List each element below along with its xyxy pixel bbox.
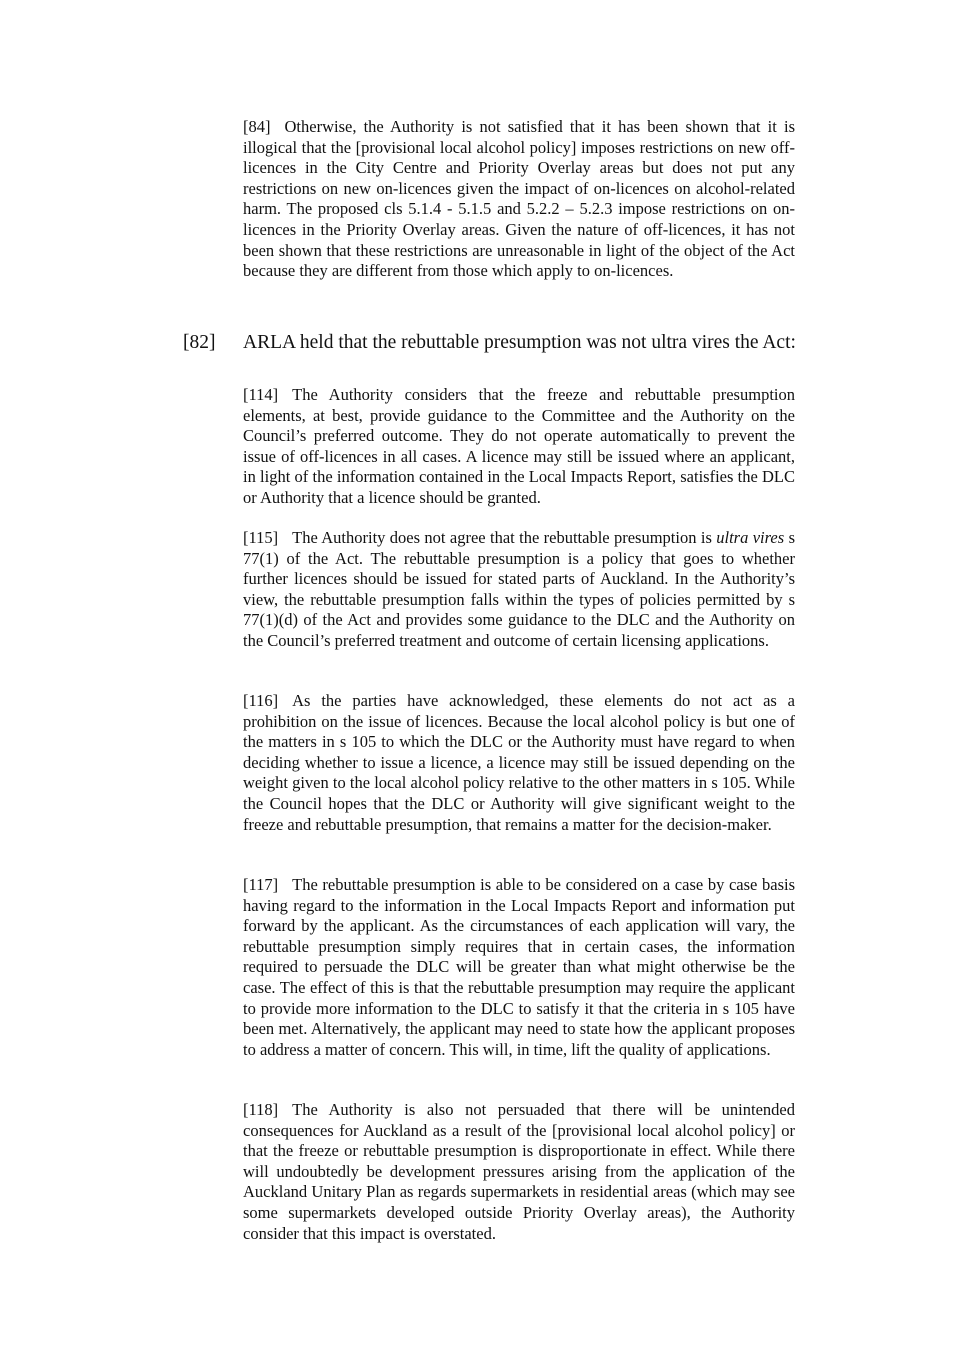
italic-text: ultra vires [716,528,785,547]
paragraph-text [243,528,795,650]
paragraph-number: [84] [243,117,271,136]
paragraph-number: [116] [243,691,279,710]
paragraph-number: [117] [243,875,279,894]
text-after-italic: s 77(1) of the Act. The rebuttable presumption is a policy that goes to whether further licences should be issued for stated parts of Auckland. In the Authority’s view, the rebuttable presumption falls within the types of policies permitted by s 77(1)(d) of the Act and provides some guidance to the DLC and the Authority on the Council’s preferred treatment and outcome of certain licensing applications. [243,528,795,650]
quoted-paragraph-84 [243,117,795,282]
paragraph-number: [114] [243,385,279,404]
paragraph-82 [183,331,803,355]
paragraph-text: The rebuttable presumption is able to be considered on a case by case basis having regard to the information in the Local Impacts Report and information put forward by the applicant. As the circumstances of each application will vary, the rebuttable presumption simply requires that in certain cases, the information required to persuade the DLC will be greater than what might otherwise be the case. The effect of this is that the rebuttable presumption may require the applicant to provide more information to the DLC to satisfy it that the criteria in s 105 have been met. Alternatively, the applicant may need to state how the applicant proposes to address a matter of concern. This will, in time, lift the quality of applications. [243,875,795,1059]
quoted-paragraph-116 [243,691,795,835]
quoted-paragraph-115 [243,528,795,652]
paragraph-text: As the parties have acknowledged, these elements do not act as a prohibition on the issue of licences. Because the local alcohol policy is but one of the matters in s 105 to which the DLC or the Authority must have regard to when deciding whether to issue a licence, a licence may still be issued depending on the weight given to the local alcohol policy relative to the other matters in s 105. While the Council hopes that the DLC or Authority will give significant weight to the freeze and rebuttable presumption, that remains a matter for the decision-maker. [243,691,795,834]
paragraph-text: The Authority considers that the freeze and rebuttable presumption elements, at best, provide guidance to the Committee and the Authority on the Council’s preferred outcome. They do not operate automatically to prevent the issue of off-licences in all cases. A licence may still be issued where an applicant, in light of the information contained in the Local Impacts Report, satisfies the DLC or Authority that a licence should be granted. [243,385,795,507]
quoted-paragraph-117 [243,875,795,1060]
quoted-paragraph-118 [243,1100,795,1244]
paragraph-number: [82] [183,332,216,353]
quoted-paragraph-114 [243,385,795,509]
text-before-italic: The Authority does not agree that the rebuttable presumption is [292,528,717,547]
paragraph-text: The Authority is also not persuaded that there will be unintended consequences for Auckland as a result of the [provisional local alcohol policy] or that the freeze or rebuttable presumption is disproportionate in effect. While there will undoubtedly be development pressures arising from the application of the Auckland Unitary Plan as regards supermarkets in residential areas (which may see some supermarkets developed outside Priority Overlay areas), the Authority consider that this impact is overstated. [243,1100,795,1243]
paragraph-number: [115] [243,528,279,547]
paragraph-number: [118] [243,1100,279,1119]
paragraph-text: Otherwise, the Authority is not satisfied that it has been shown that it is illogical that the [provisional local alcohol policy] imposes restrictions on new off-licences in the City Centre and Priority Overlay areas but does not put any restrictions on new on-licences given the impact of on-licences on alcohol-related harm. The proposed cls 5.1.4 - 5.1.5 and 5.2.2 – 5.2.3 impose restrictions on on-licences in the Priority Overlay areas. Given the nature of off-licences, it has not been shown that these restrictions are unreasonable in light of the object of the Act because they are different from those which apply to on-licences. [243,117,795,281]
paragraph-text: ARLA held that the rebuttable presumption was not ultra vires the Act: [243,332,796,353]
